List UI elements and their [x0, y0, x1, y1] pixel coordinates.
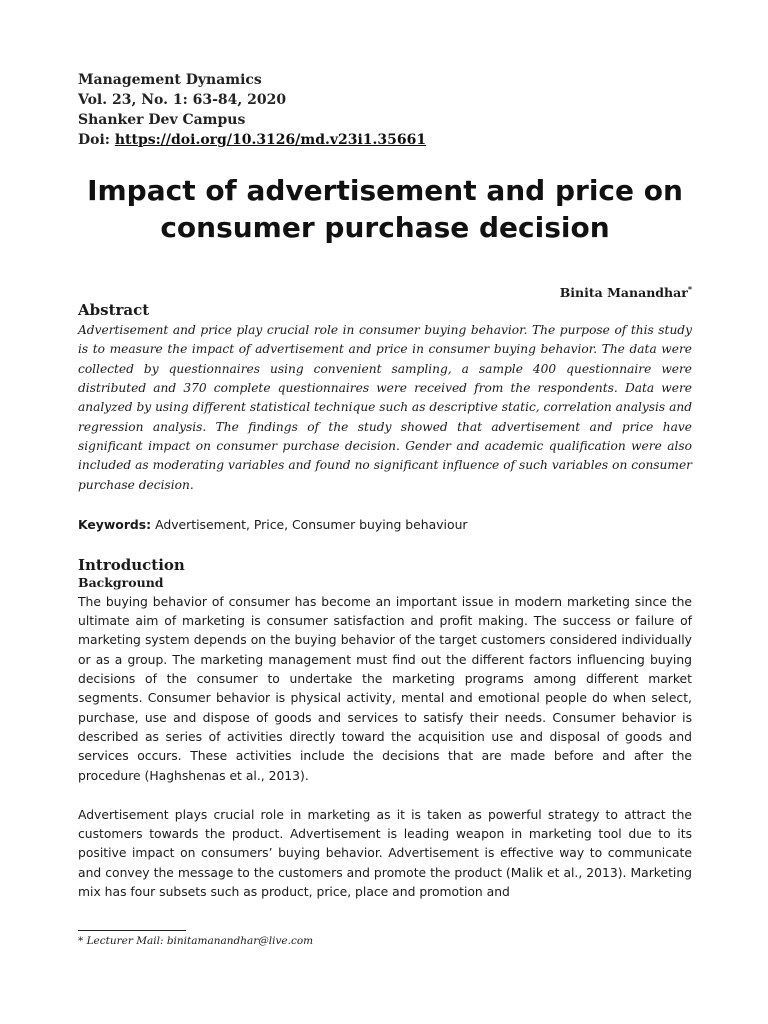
introduction-heading: Introduction — [78, 555, 185, 574]
journal-header — [78, 70, 692, 150]
paper-title: Impact of advertisement and price on consumer purchase decision — [87, 174, 683, 244]
author-name: Binita Manandhar — [559, 285, 688, 301]
footnote: * Lecturer Mail: binitamanandhar@live.com — [78, 935, 314, 947]
background-subheading: Background — [78, 574, 164, 590]
keywords — [78, 515, 692, 535]
author-footnote-marker[interactable]: * — [687, 284, 692, 294]
author-line — [78, 281, 692, 301]
keywords-label: Keywords: — [78, 516, 152, 532]
doi-label: Doi: — [78, 132, 115, 148]
keywords-value: Advertisement, Price, Consumer buying behaviour — [151, 516, 468, 532]
journal-name: Management Dynamics — [78, 72, 262, 88]
abstract-text: Advertisement and price play crucial role in consumer buying behavior. The purpose of this study is to measure the impact of advertisement and price in consumer buying behavior. The data were collected by questionnaires using convenient sampling, a sample 400 questionnaire were distributed and 370 complete questionnaires were received from the respondents. Data were analyzed by using different statistical technique such as descriptive static, correlation analysis and regression analysis. The findings of the study showed that advertisement and price have significant impact on consumer purchase decision. Gender and academic qualification were also included as moderating variables and found no significant influence of such variables on consumer purchase decision. — [78, 323, 692, 492]
journal-doi — [78, 130, 692, 150]
doi-link[interactable]: https://doi.org/10.3126/md.v23i1.35661 — [114, 132, 427, 148]
abstract-heading: Abstract — [78, 301, 150, 320]
intro-paragraph-1: The buying behavior of consumer has become an important issue in modern marketing since the ultimate aim of marketing is consumer satisfaction and profit making. The success or failure of marketing system depends on the buying behavior of the target customers considered individually or as a group. The marketing management must find out the different factors influencing buying decisions of the consumer to undertake the marketing programs among different market segments. Consumer behavior is physical activity, mental and emotional people do when select, purchase, use and dispose of goods and services to satisfy their needs. Consumer behavior is described as series of activities directly toward the acquisition use and disposal of goods and services occurs. These activities include the decisions that are made before and after the procedure (Haghshenas et al., 2013). — [78, 594, 692, 783]
intro-paragraph-2: Advertisement plays crucial role in marketing as it is taken as powerful strategy to attract the customers towards the product. Advertisement is leading weapon in marketing tool due to its positive impact on consumers’ buying behavior. Advertisement is effective way to communicate and convey the message to the customers and promote the product (Malik et al., 2013). Marketing mix has four subsets such as product, price, place and promotion and — [78, 807, 692, 899]
paper-page — [78, 70, 692, 902]
journal-volume: Vol. 23, No. 1: 63-84, 2020 — [78, 92, 287, 108]
journal-campus: Shanker Dev Campus — [78, 112, 246, 128]
footnote-divider — [78, 930, 186, 931]
